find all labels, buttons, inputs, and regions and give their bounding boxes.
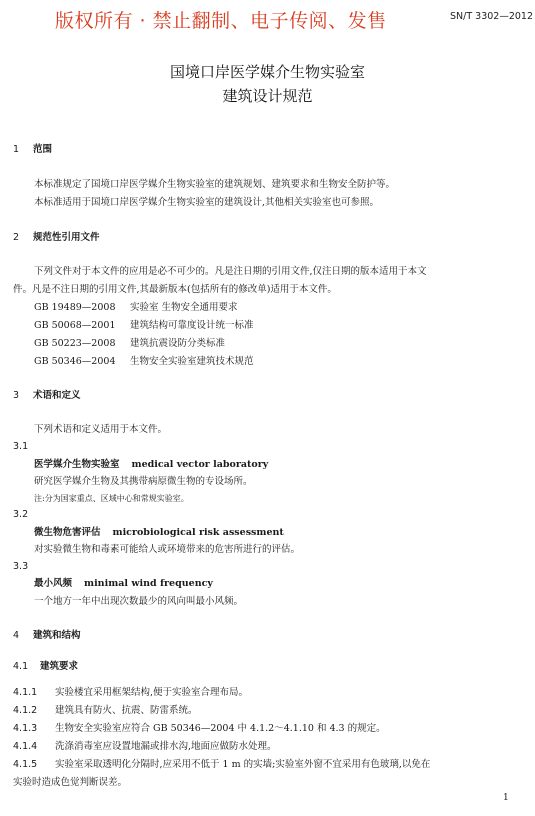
section-heading-normative-references xyxy=(13,231,100,244)
reference-code: GB 50346—2004 xyxy=(34,356,116,367)
scope-paragraph-1: 本标准规定了国境口岸医学媒介生物实验室的建筑规划、建筑要求和生物安全防护等。 xyxy=(34,179,396,190)
section-title: 范围 xyxy=(33,144,53,155)
term-heading xyxy=(34,577,213,590)
term-definition: 研究医学媒介生物及其携带病原微生物的专设场所。 xyxy=(34,476,253,487)
term-definition: 一个地方一年中出现次数最少的风向叫最小风频。 xyxy=(34,596,244,607)
section-title: 规范性引用文件 xyxy=(33,232,100,243)
copyright-watermark: 版权所有 · 禁止翻制、电子传阅、发售 xyxy=(55,10,387,32)
clause-text: 生物安全实验室应符合 GB 50346—2004 中 4.1.2～4.1.10 和 4.3 的规定。 xyxy=(55,723,386,734)
clause-text: 实验楼宜采用框架结构,便于实验室合理布局。 xyxy=(55,687,249,698)
term-number: 3.1 xyxy=(13,441,29,452)
clause-number: 4.1.3 xyxy=(13,723,38,734)
reference-code: GB 19489—2008 xyxy=(34,302,116,313)
reference-code: GB 50223—2008 xyxy=(34,338,116,349)
page-number: 1 xyxy=(503,793,509,803)
reference-title: 实验室 生物安全通用要求 xyxy=(130,302,238,313)
clause-text: 建筑具有防火、抗震、防雷系统。 xyxy=(55,705,198,716)
subsection-number: 4.1 xyxy=(13,661,29,672)
term-number: 3.2 xyxy=(13,509,29,520)
clause-number: 4.1.4 xyxy=(13,741,38,752)
clause-text: 实验室采取透明化分隔时,应采用不低于 1 m 的实墙;实验室外窗不宜采用有色玻璃,以免在 xyxy=(55,759,431,770)
term-number: 3.3 xyxy=(13,561,29,572)
subsection-title: 建筑要求 xyxy=(40,661,79,672)
clause xyxy=(13,704,198,717)
term-zh: 微生物危害评估 xyxy=(34,527,101,538)
section-heading-building-structure xyxy=(13,629,81,642)
reference-item xyxy=(34,355,254,368)
standard-number: SN/T 3302—2012 xyxy=(450,11,534,22)
section-title: 术语和定义 xyxy=(33,390,81,401)
clause xyxy=(13,758,430,771)
terms-intro: 下列术语和定义适用于本文件。 xyxy=(34,424,168,435)
section-number: 1 xyxy=(13,144,20,155)
reference-code: GB 50068—2001 xyxy=(34,320,116,331)
section-title: 建筑和结构 xyxy=(33,630,81,641)
term-heading xyxy=(34,526,284,539)
clause-continuation: 实验时造成色觉判断误差。 xyxy=(13,777,128,788)
reference-title: 建筑结构可靠度设计统一标准 xyxy=(130,320,254,331)
reference-title: 生物安全实验室建筑技术规范 xyxy=(130,356,254,367)
term-en: microbiological risk assessment xyxy=(112,527,284,538)
term-definition: 对实验微生物和毒素可能给人或环境带来的危害所进行的评估。 xyxy=(34,544,301,555)
document-title: 国境口岸医学媒介生物实验室 xyxy=(169,63,365,81)
term-en: medical vector laboratory xyxy=(131,459,269,470)
section-number: 2 xyxy=(13,232,20,243)
reference-item xyxy=(34,337,225,350)
term-zh: 最小风频 xyxy=(34,578,73,589)
references-intro-line-2: 件。凡是不注日期的引用文件,其最新版本(包括所有的修改单)适用于本文件。 xyxy=(13,284,337,295)
clause xyxy=(13,686,248,699)
section-heading-terms xyxy=(13,389,81,402)
clause-number: 4.1.1 xyxy=(13,687,38,698)
reference-item xyxy=(34,319,254,332)
clause-number: 4.1.2 xyxy=(13,705,38,716)
section-heading-scope xyxy=(13,143,52,156)
clause xyxy=(13,722,386,735)
document-subtitle: 建筑设计规范 xyxy=(222,87,313,105)
term-en: minimal wind frequency xyxy=(84,578,213,589)
subsection-heading-building-requirements xyxy=(13,660,78,673)
term-zh: 医学媒介生物实验室 xyxy=(34,459,120,470)
references-intro-line-1: 下列文件对于本文件的应用是必不可少的。凡是注日期的引用文件,仅注日期的版本适用于本文 xyxy=(34,266,427,277)
clause xyxy=(13,740,277,753)
reference-title: 建筑抗震设防分类标准 xyxy=(130,338,226,349)
scope-paragraph-2: 本标准适用于国境口岸医学媒介生物实验室的建筑设计,其他相关实验室也可参照。 xyxy=(34,197,380,208)
term-note: 注:分为国家重点、区域中心和常规实验室。 xyxy=(34,494,189,503)
term-heading xyxy=(34,458,268,471)
section-number: 3 xyxy=(13,390,20,401)
section-number: 4 xyxy=(13,630,20,641)
clause-number: 4.1.5 xyxy=(13,759,38,770)
reference-item xyxy=(34,301,238,314)
clause-text: 洗涤消毒室应设置地漏或排水沟,地面应做防水处理。 xyxy=(55,741,277,752)
